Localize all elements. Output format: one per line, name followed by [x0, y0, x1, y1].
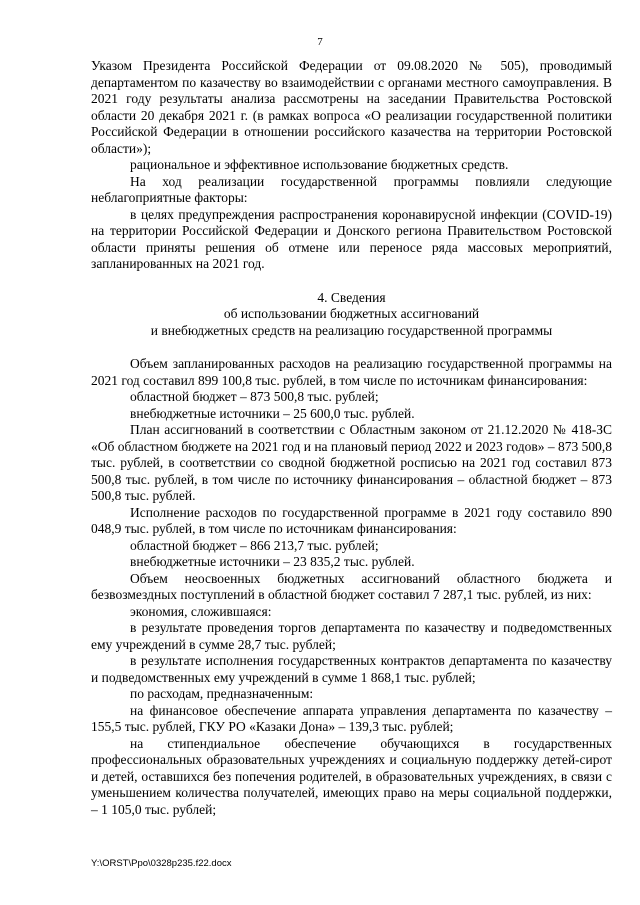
paragraph: в результате исполнения государственных контрактов департамента по казачеству и подведомственных ему учреждений в сумме 1 868,1 тыс. рублей; [91, 653, 612, 685]
paragraph: Объем запланированных расходов на реализацию государственной программы на 2021 год составил 899 100,8 тыс. рублей, в том числе по источникам финансирования: [91, 356, 612, 388]
section-heading-subtitle: об использовании бюджетных ассигнований [223, 306, 480, 321]
document-body [91, 58, 612, 818]
file-path-footer: Y:\ORST\Ppo\0328p235.f22.docx [91, 858, 232, 869]
paragraph: Исполнение расходов по государственной программе в 2021 году составило 890 048,9 тыс. рублей, в том числе по источникам финансирования: [91, 504, 612, 536]
section-heading-title: 4. Сведения [317, 289, 386, 305]
section-heading-subtitle: и внебюджетных средств на реализацию государственной программы [150, 322, 553, 338]
paragraph: Объем неосвоенных бюджетных ассигнований областного бюджета и безвозмездных поступлений в областной бюджет составил 7 287,1 тыс. рублей, из них: [91, 570, 612, 602]
paragraph: областной бюджет – 866 213,7 тыс. рублей; [130, 537, 379, 553]
paragraph: на стипендиальное обеспечение обучающихся в государственных профессиональных образовательных учреждениях и социальную поддержку детей-сирот и детей, оставшихся без попечения родителей, в образовательных учреждениях, в связи с уменьшением количества получателей, имеющих право на меры социальной поддержки, – 1 105,0 тыс. рублей; [91, 735, 612, 817]
paragraph: внебюджетные источники – 23 835,2 тыс. рублей. [130, 554, 415, 569]
paragraph: Указом Президента Российской Федерации от 09.08.2020 № 505), проводимый департаментом по казачеству во взаимодействии с органами местного самоуправления. В 2021 году результаты анализа рассмотрены на заседании Правительства Ростовской области 20 декабря 2021 г. (в рамках вопроса «О реализации государственной политики Российской Федерации в отношении российского казачества на территории Ростовской области»); [91, 58, 612, 156]
paragraph: по расходам, предназначенным: [130, 686, 314, 701]
paragraph: в целях предупреждения распространения коронавирусной инфекции (COVID-19) на территории Российской Федерации и Донского региона Правительством Ростовской области приняты решения об отмене или переносе ряда массовых мероприятий, запланированных на 2021 год. [91, 206, 612, 271]
paragraph: в результате проведения торгов департамента по казачеству и подведомственных ему учреждений в сумме 28,7 тыс. рублей; [91, 620, 612, 652]
paragraph: План ассигнований в соответствии с Областным законом от 21.12.2020 № 418-ЗС «Об областном бюджете на 2021 год и на плановый период 2022 и 2023 годов» – 873 500,8 тыс. рублей, в соответствии со сводной бюджетной росписью на 2021 год составил 873 500,8 тыс. рублей, в том числе по источнику финансирования – областной бюджет – 873 500,8 тыс. рублей. [91, 422, 612, 503]
paragraph: экономия, сложившаяся: [130, 603, 272, 619]
paragraph: внебюджетные источники – 25 600,0 тыс. рублей. [130, 405, 415, 421]
paragraph: рациональное и эффективное использование бюджетных средств. [130, 157, 509, 172]
page-number: 7 [317, 36, 323, 48]
paragraph: на финансовое обеспечение аппарата управления департамента по казачеству – 155,5 тыс. рублей, ГКУ РО «Казаки Дона» – 139,3 тыс. рублей; [91, 702, 612, 734]
paragraph: областной бюджет – 873 500,8 тыс. рублей; [130, 389, 379, 404]
paragraph: На ход реализации государственной программы повлияли следующие неблагоприятные факторы: [91, 173, 612, 205]
